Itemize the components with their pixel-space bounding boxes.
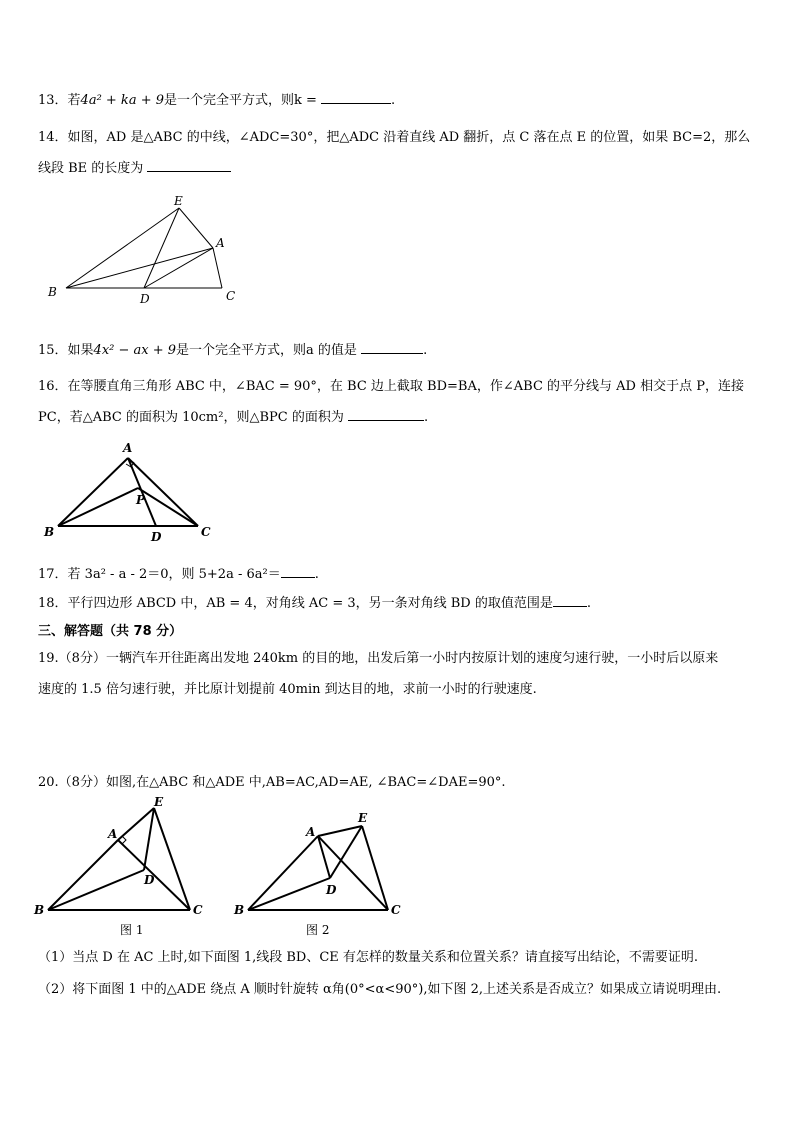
q14-segment-EA	[179, 208, 213, 248]
question-20-part-1: （1）当点 D 在 AC 上时,如下面图 1,线段 BD、CE 有怎样的数量关系和位置关系？请直接写出结论，不需要证明.	[38, 950, 699, 965]
section-3-heading: 三、解答题（共 78 分）	[38, 624, 183, 639]
question-19-line-2: 速度的 1.5 倍匀速行驶，并比原计划提前 40min 到达目的地，求前一小时的行驶速度.	[38, 682, 537, 697]
fig1-label-B: B	[34, 903, 45, 917]
question-19-line-1: 19.（8分）一辆汽车开往距离出发地 240km 的目的地，出发后第一小时内按原计划的速度匀速行驶，一小时后以原来	[38, 651, 719, 666]
question-15	[38, 339, 427, 358]
fig2-segment-AE	[318, 826, 362, 836]
fig1-caption: 图 1	[120, 923, 144, 937]
q16-label-A: A	[123, 441, 133, 455]
question-20-part-2: （2）将下面图 1 中的△ADE 绕点 A 顺时针旋转 α角(0°<α<90°),如下图 2,上述关系是否成立？如果成立请说明理由.	[38, 982, 722, 997]
fig1-label-E: E	[154, 796, 164, 809]
fig2-caption: 图 2	[306, 923, 330, 937]
q18-text: 18．平行四边形 ABCD 中，AB = 4，对角线 AC = 3，另一条对角线 BD 的取值范围是	[38, 596, 553, 611]
q15-text: 是一个完全平方式，则a 的值是	[176, 343, 357, 358]
fig2-label-E: E	[358, 811, 368, 825]
question-16-line-1: 16．在等腰直角三角形 ABC 中，∠BAC = 90°，在 BC 边上截取 BD=BA，作∠ABC 的平分线与 AD 相交于点 P，连接	[38, 379, 744, 394]
question-14-line-1: 14．如图，AD 是△ABC 的中线，∠ADC=30°，把△ADC 沿着直线 AD 翻折，点 C 落在点 E 的位置，如果 BC=2，那么	[38, 130, 751, 145]
q17-end: .	[314, 567, 319, 582]
question-14-line-2	[38, 157, 231, 176]
q13-expression: 4a² + ka + 9	[80, 93, 164, 108]
q20-figure-2	[228, 808, 408, 940]
q13-prefix: 13．若	[38, 93, 81, 108]
fig1-segment-ED	[144, 808, 154, 870]
q15-end: .	[423, 343, 428, 358]
q14-label-E: E	[174, 194, 183, 208]
q14-segment-BE	[66, 208, 179, 288]
fig1-segment-AB	[48, 840, 118, 910]
q14-segment-BA	[66, 248, 213, 288]
question-17	[38, 563, 319, 582]
q16-label-D: D	[151, 530, 162, 544]
fig1-right-angle-mark	[122, 836, 126, 844]
q16-end: .	[423, 410, 429, 425]
q14-segment-AC	[213, 248, 222, 288]
q16-segment-PC	[138, 488, 198, 526]
q20-figure-1	[30, 796, 210, 940]
q16-figure	[38, 438, 218, 544]
q16-segment-BP	[58, 488, 138, 526]
q15-answer-blank[interactable]	[361, 341, 423, 354]
q15-expression: 4x² − ax + 9	[93, 343, 177, 358]
q18-answer-blank[interactable]	[553, 594, 587, 607]
q14-segment-DA	[144, 248, 213, 288]
fig2-label-D: D	[326, 883, 337, 897]
fig2-segment-BD	[248, 878, 330, 910]
q14-answer-blank[interactable]	[147, 159, 231, 172]
question-20-line-1: 20.（8分）如图,在△ABC 和△ADE 中,AB=AC,AD=AE, ∠BAC=∠DAE=90°.	[38, 775, 506, 790]
fig2-segment-ED	[330, 826, 362, 878]
q15-prefix: 15．如果	[38, 343, 94, 358]
fig2-label-B: B	[234, 903, 245, 917]
question-16-line-2	[38, 406, 428, 425]
fig1-segment-BD	[48, 870, 144, 910]
q14-label-D: D	[140, 292, 150, 306]
q16-segment-AD	[128, 458, 156, 526]
q16-line-2-text: PC，若△ABC 的面积为 10cm²，则△BPC 的面积为	[38, 410, 344, 425]
q16-label-C: C	[201, 525, 211, 539]
q14-figure	[40, 190, 240, 310]
q17-text: 17．若 3a² - a - 2＝0，则 5+2a - 6a²＝	[38, 567, 281, 582]
fig1-segment-EC	[154, 808, 190, 910]
fig2-label-A: A	[306, 825, 316, 839]
fig1-label-D: D	[144, 873, 155, 887]
q13-end: .	[391, 93, 396, 108]
q16-label-P: P	[136, 493, 146, 507]
fig1-label-C: C	[193, 903, 203, 917]
question-18	[38, 592, 591, 611]
fig2-label-C: C	[391, 903, 401, 917]
q16-answer-blank[interactable]	[348, 408, 424, 421]
q16-label-B: B	[44, 525, 55, 539]
q13-text: 是一个完全平方式，则k =	[164, 93, 317, 108]
fig2-segment-AB	[248, 836, 318, 910]
q14-line-2-text: 线段 BE 的长度为	[38, 161, 144, 176]
q17-answer-blank[interactable]	[281, 565, 315, 578]
q13-answer-blank[interactable]	[321, 91, 391, 104]
q16-segment-AB	[58, 458, 128, 526]
q14-label-B: B	[48, 285, 57, 299]
fig1-label-A: A	[108, 827, 118, 841]
q14-label-C: C	[226, 289, 236, 303]
q16-segment-AC	[128, 458, 198, 526]
q18-end: .	[586, 596, 592, 611]
q14-label-A: A	[216, 236, 225, 250]
question-13	[38, 89, 395, 108]
